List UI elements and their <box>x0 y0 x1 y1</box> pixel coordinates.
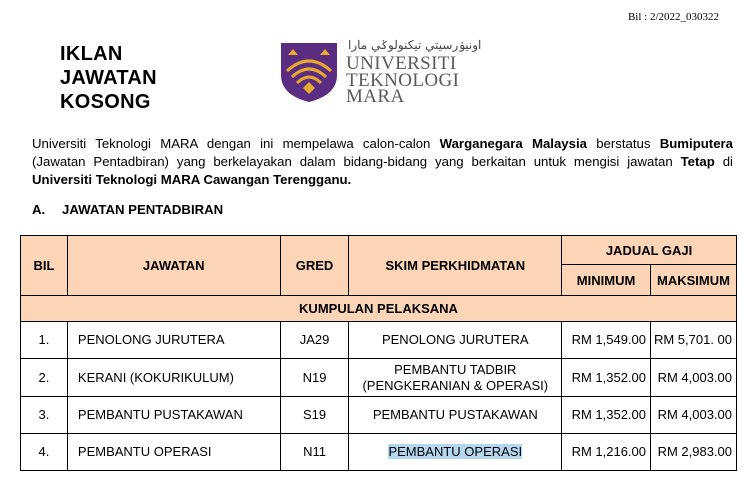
university-name <box>346 53 460 107</box>
intro-text: Universiti Teknologi MARA dengan ini mempelawa calon-calon <box>32 136 440 151</box>
university-name-line: TEKNOLOGI <box>346 69 460 91</box>
cell-bil: 1. <box>21 322 68 359</box>
cell-skim <box>349 397 562 434</box>
cell-maksimum: RM 4,003.00 <box>651 397 737 434</box>
reference-number: Bil : 2/2022_030322 <box>627 11 719 23</box>
cell-bil: 3. <box>21 397 68 434</box>
cell-skim <box>349 359 562 397</box>
cell-maksimum: RM 4,003.00 <box>651 359 737 397</box>
cell-jawatan: PEMBANTU PUSTAKAWAN <box>67 397 280 434</box>
header-jawatan: JAWATAN <box>67 236 280 296</box>
skim-line-highlighted: PEMBANTU OPERASI <box>388 444 523 459</box>
skim-line: PENOLONG JURUTERA <box>381 332 529 347</box>
cell-bil: 2. <box>21 359 68 397</box>
header-skim: SKIM PERKHIDMATAN <box>349 236 562 296</box>
cell-minimum: RM 1,549.00 <box>562 322 651 359</box>
header-jadual-gaji: JADUAL GAJI <box>562 236 737 265</box>
university-name-line: MARA <box>346 86 405 107</box>
cell-minimum: RM 1,352.00 <box>562 397 651 434</box>
table-row <box>21 397 737 434</box>
cell-jawatan: PEMBANTU OPERASI <box>67 434 280 471</box>
header-bil: BIL <box>21 236 68 296</box>
university-name-line: UNIVERSITI <box>346 53 457 74</box>
skim-line: PEMBANTU TADBIR <box>394 361 517 377</box>
intro-text: di <box>714 154 733 169</box>
page-title <box>60 42 210 114</box>
intro-bold: Universiti Teknologi MARA Cawangan Terengganu. <box>32 172 352 187</box>
title-line: IKLAN <box>60 43 123 65</box>
cell-bil: 4. <box>21 434 68 471</box>
section-title: JAWATAN PENTADBIRAN <box>62 202 224 217</box>
university-jawi-name: اونيۏرسيتي تيكنولوݢي مارا <box>348 38 482 52</box>
intro-bold: Warganegara Malaysia <box>439 136 587 151</box>
table-row <box>21 434 737 471</box>
cell-minimum: RM 1,216.00 <box>562 434 651 471</box>
cell-jawatan: KERANI (KOKURIKULUM) <box>67 359 280 397</box>
intro-text: berstatus <box>586 136 660 151</box>
title-line: JAWATAN <box>60 67 157 89</box>
cell-skim <box>349 322 562 359</box>
cell-jawatan: PENOLONG JURUTERA <box>67 322 280 359</box>
uitm-logo-icon <box>279 41 339 103</box>
table-row <box>21 322 737 359</box>
cell-gred: S19 <box>280 397 349 434</box>
title-line: KOSONG <box>60 91 151 113</box>
section-number: A. <box>32 202 46 217</box>
intro-paragraph <box>32 135 733 189</box>
table-row <box>21 359 737 397</box>
header-gred: GRED <box>280 236 349 296</box>
header-minimum: MINIMUM <box>562 265 651 296</box>
section-heading <box>32 202 223 217</box>
cell-gred: N19 <box>280 359 349 397</box>
skim-line: (PENGKERANIAN & OPERASI) <box>362 377 549 393</box>
group-row: KUMPULAN PELAKSANA <box>21 296 737 322</box>
cell-maksimum: RM 2,983.00 <box>651 434 737 471</box>
header-maksimum: MAKSIMUM <box>651 265 737 296</box>
cell-skim <box>349 434 562 471</box>
cell-gred: JA29 <box>280 322 349 359</box>
cell-gred: N11 <box>280 434 349 471</box>
intro-bold: Tetap <box>680 154 715 169</box>
intro-bold: Bumiputera <box>659 136 733 151</box>
intro-text: (Jawatan Pentadbiran) yang berkelayakan dalam bidang-bidang yang berkaitan untuk mengisi jawatan <box>32 154 681 169</box>
skim-line: PEMBANTU PUSTAKAWAN <box>372 407 538 422</box>
cell-minimum: RM 1,352.00 <box>562 359 651 397</box>
cell-maksimum: RM 5,701. 00 <box>651 322 737 359</box>
vacancy-table <box>20 235 737 471</box>
